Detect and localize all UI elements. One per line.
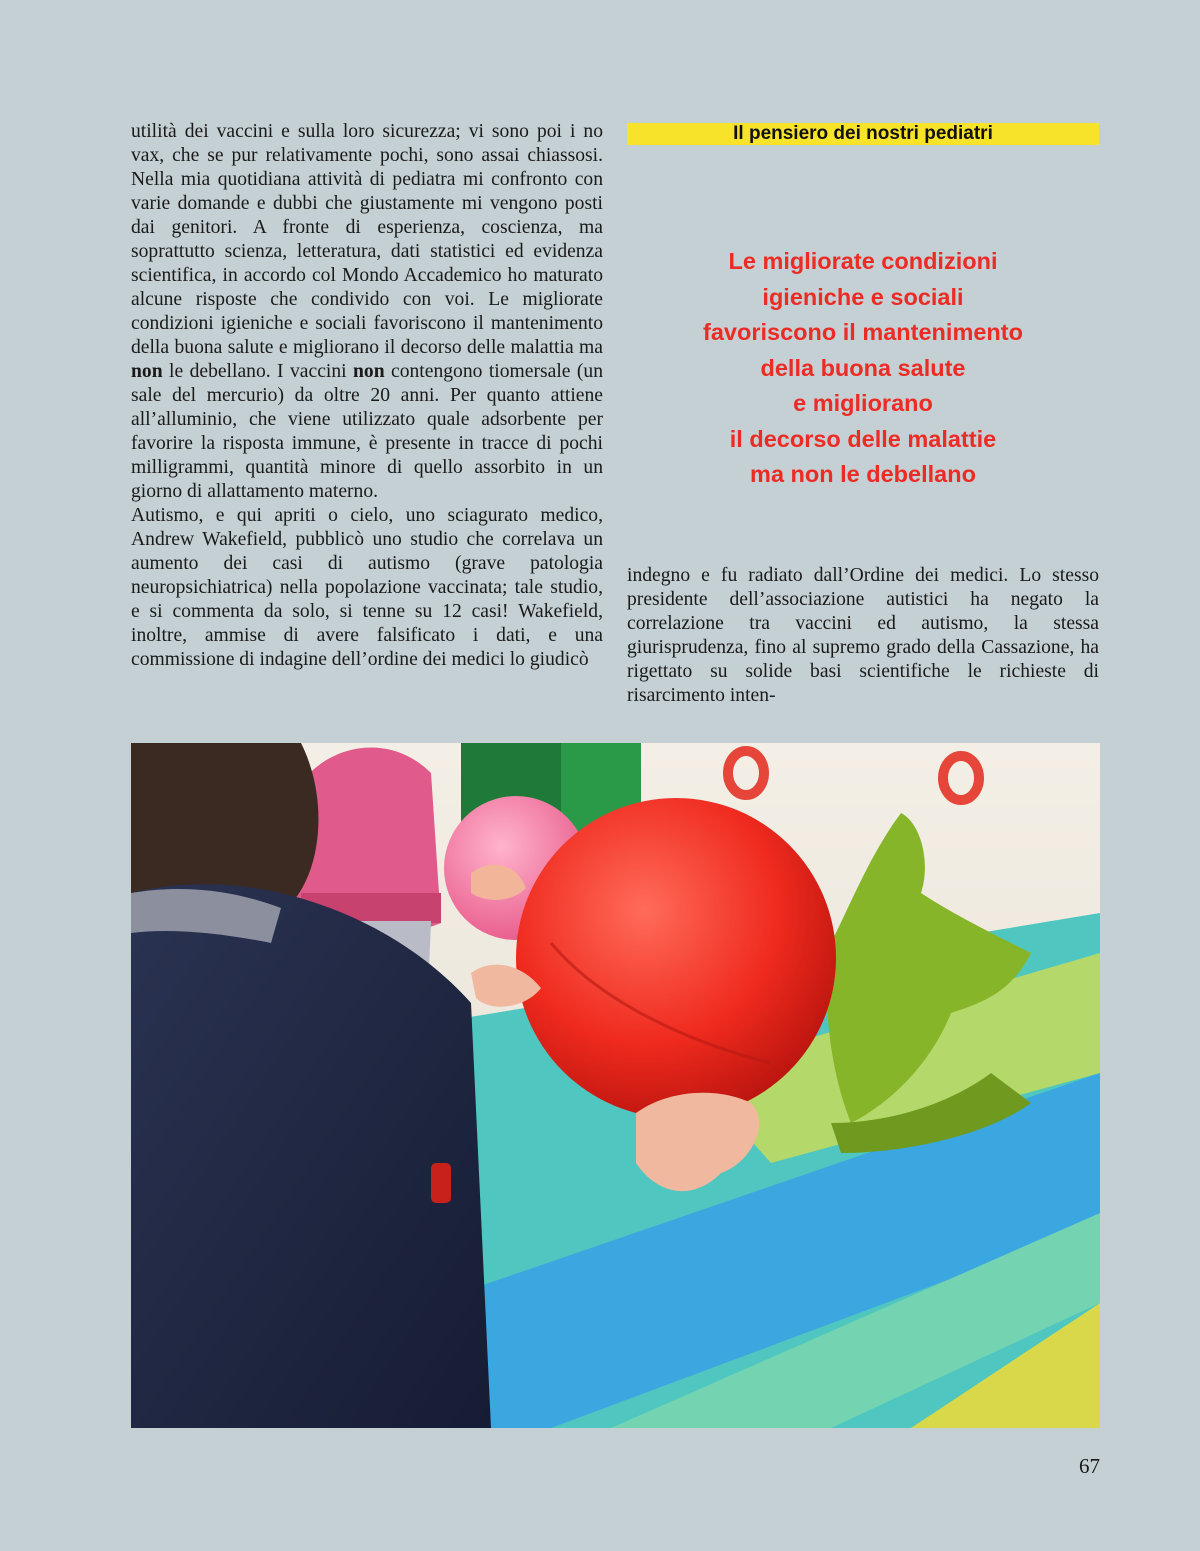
pull-quote-line: il decorso delle malattie	[729, 425, 997, 452]
left-text-column	[131, 120, 603, 672]
section-label: Il pensiero dei nostri pediatri	[627, 123, 1099, 145]
right-text-column	[627, 564, 1099, 708]
pull-quote-line: della buona salute	[760, 354, 966, 381]
pull-quote-line: igieniche e sociali	[762, 283, 964, 310]
pull-quote-line: ma non le debellano	[750, 461, 976, 487]
pull-quote	[627, 244, 1099, 493]
pull-quote-line: Le migliorate condizioni	[728, 248, 998, 274]
left-paragraph-1: utilità dei vaccini e sulla loro sicurezza; vi sono poi i no vax, che se pur relativamente pochi, sono assai chiassosi. Nella mia quotidiana attività di pediatra mi confronto con varie domande e dubbi che giustamente mi vengono posti dai genitori. A fronte di esperienza, coscienza, ma soprattutto scienza, letteratura, dati statistici ed evidenza scientifica, in accordo col Mondo Accademico ho maturato alcune risposte che condivido con voi. Le migliorate condizioni igieniche e sociali favoriscono il mantenimento della buona salute e migliorano il decorso delle malattia ma non le debellano. I vaccini non contengono tiomersale (un sale del mercurio) da oltre 20 anni. Per quanto attiene all’alluminio, che viene utilizzato quale adsorbente per favorire la risposta immune, è presente in tracce di pochi milligrammi, quantità minore di quello assorbito in un giorno di allattamento materno.	[131, 121, 603, 502]
page-number: 67	[1079, 1454, 1100, 1478]
pull-quote-line: e migliorano	[793, 390, 933, 416]
photo-children-playing-with-balls	[131, 743, 1100, 1428]
left-paragraph-2: Autismo, e qui apriti o cielo, uno sciagurato medico, Andrew Wakefield, pubblicò uno studio che correlava un aumento dei casi di autismo (grave patologia neuropsichiatrica) nella popolazione vaccinata; tale studio, e si commenta da solo, si tenne su 12 casi! Wakefield, inoltre, ammise di avere falsificato i dati, e una commissione di indagine dell’ordine dei medici lo giudicò	[131, 505, 603, 670]
pull-quote-line: favoriscono il mantenimento	[703, 319, 1023, 345]
right-paragraph-1: indegno e fu radiato dall’Ordine dei medici. Lo stesso presidente dell’associazione autistici ha negato la correlazione tra vaccini ed autismo, la stessa giurisprudenza, fino al supremo grado della Cassazione, ha rigettato su solide basi scientifiche le richieste di risarcimento inten-	[627, 565, 1099, 706]
